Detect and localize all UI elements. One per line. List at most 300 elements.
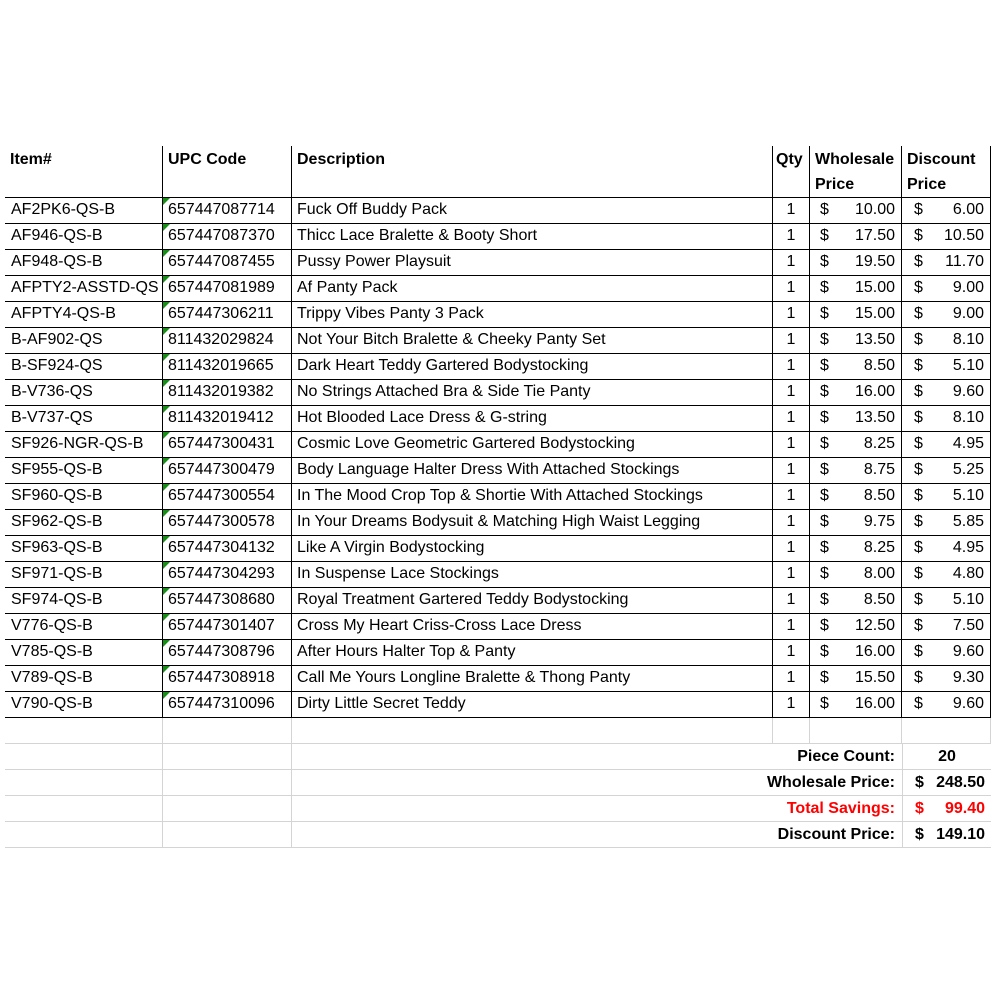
cell-item-number: AFPTY2-ASSTD-QS [5, 276, 163, 301]
cell-wholesale-price [810, 354, 902, 379]
cell-wholesale-price [810, 302, 902, 327]
wholesale-amount: 15.00 [854, 305, 895, 322]
cell-qty: 1 [773, 328, 810, 353]
wholesale-amount: 8.75 [863, 461, 895, 478]
currency-symbol: $ [820, 253, 829, 270]
upc-text: 657447300479 [168, 461, 275, 478]
currency-symbol: $ [914, 409, 923, 426]
cell-upc-code [163, 458, 292, 483]
wholesale-amount: 16.00 [854, 643, 895, 660]
cell-discount-price [902, 666, 991, 691]
upc-text: 657447306211 [168, 305, 274, 322]
upc-text: 657447308918 [168, 669, 275, 686]
cell-upc-code [163, 354, 292, 379]
wholesale-amount: 19.50 [854, 253, 895, 270]
currency-symbol: $ [820, 201, 829, 218]
currency-symbol: $ [820, 305, 829, 322]
cell-description: In Suspense Lace Stockings [292, 562, 773, 587]
table-row [5, 484, 991, 510]
cell-item-number: B-SF924-QS [5, 354, 163, 379]
cell-discount-price [902, 276, 991, 301]
cell-discount-price [902, 640, 991, 665]
currency-symbol: $ [820, 435, 829, 452]
wholesale-amount: 8.25 [863, 539, 895, 556]
wholesale-amount: 17.50 [854, 227, 895, 244]
currency-symbol: $ [915, 774, 924, 791]
cell-item-number: SF963-QS-B [5, 536, 163, 561]
upc-text: 657447081989 [168, 279, 275, 296]
currency-symbol: $ [914, 591, 923, 608]
number-stored-as-text-flag-icon [163, 536, 170, 543]
wholesale-amount: 8.50 [863, 357, 895, 374]
cell-item-number: AF946-QS-B [5, 224, 163, 249]
cell-description: After Hours Halter Top & Panty [292, 640, 773, 665]
cell-discount-price [902, 614, 991, 639]
currency-symbol: $ [915, 826, 924, 843]
discount-amount: 8.10 [952, 409, 984, 426]
wholesale-amount: 15.00 [854, 279, 895, 296]
wholesale-amount: 8.50 [863, 487, 895, 504]
cell-wholesale-price [810, 380, 902, 405]
number-stored-as-text-flag-icon [163, 640, 170, 647]
discount-amount: 9.30 [952, 669, 984, 686]
number-stored-as-text-flag-icon [163, 354, 170, 361]
discount-amount: 8.10 [952, 331, 984, 348]
cell-upc-code [163, 328, 292, 353]
currency-symbol: $ [820, 513, 829, 530]
upc-text: 657447308796 [168, 643, 275, 660]
summary-spacer-cell [163, 796, 292, 822]
table-row [5, 432, 991, 458]
currency-symbol: $ [914, 617, 923, 634]
currency-symbol: $ [820, 565, 829, 582]
summary-row [5, 770, 991, 796]
summary-spacer-cell [5, 822, 163, 848]
cell-qty: 1 [773, 536, 810, 561]
wholesale-amount: 9.75 [863, 513, 895, 530]
summary-value: 20 [902, 744, 991, 770]
currency-symbol: $ [915, 800, 924, 817]
cell-wholesale-price [810, 640, 902, 665]
discount-amount: 9.00 [952, 305, 984, 322]
table-row [5, 276, 991, 302]
currency-symbol: $ [914, 331, 923, 348]
cell-description: Hot Blooded Lace Dress & G-string [292, 406, 773, 431]
cell-description: Af Panty Pack [292, 276, 773, 301]
cell-upc-code [163, 250, 292, 275]
discount-amount: 6.00 [952, 201, 984, 218]
cell-item-number: AF948-QS-B [5, 250, 163, 275]
wholesale-amount: 16.00 [854, 695, 895, 712]
table-row [5, 614, 991, 640]
cell-item-number: SF926-NGR-QS-B [5, 432, 163, 457]
cell-wholesale-price [810, 536, 902, 561]
table-row [5, 562, 991, 588]
currency-symbol: $ [820, 669, 829, 686]
upc-text: 657447300431 [168, 435, 275, 452]
cell-item-number: AFPTY4-QS-B [5, 302, 163, 327]
discount-amount: 9.60 [952, 695, 984, 712]
summary-label: Total Savings: [292, 796, 902, 822]
discount-amount: 9.60 [952, 643, 984, 660]
cell-upc-code [163, 276, 292, 301]
cell-qty: 1 [773, 640, 810, 665]
header-discount-price: Discount Price [902, 146, 991, 197]
number-stored-as-text-flag-icon [163, 250, 170, 257]
currency-symbol: $ [914, 565, 923, 582]
cell-wholesale-price [810, 276, 902, 301]
summary-value [902, 822, 991, 848]
wholesale-amount: 16.00 [854, 383, 895, 400]
summary-row [5, 822, 991, 848]
summary-label: Piece Count: [292, 744, 902, 770]
number-stored-as-text-flag-icon [163, 666, 170, 673]
cell-discount-price [902, 380, 991, 405]
cell-discount-price [902, 510, 991, 535]
discount-amount: 5.10 [952, 357, 984, 374]
cell-description: Royal Treatment Gartered Teddy Bodystocking [292, 588, 773, 613]
number-stored-as-text-flag-icon [163, 432, 170, 439]
currency-symbol: $ [914, 461, 923, 478]
cell-wholesale-price [810, 432, 902, 457]
wholesale-amount: 13.50 [854, 409, 895, 426]
upc-text: 657447087455 [168, 253, 275, 270]
cell-discount-price [902, 328, 991, 353]
currency-symbol: $ [820, 227, 829, 244]
cell-qty: 1 [773, 484, 810, 509]
cell-qty: 1 [773, 432, 810, 457]
discount-amount: 11.70 [945, 253, 984, 270]
cell-qty: 1 [773, 380, 810, 405]
cell-item-number: SF960-QS-B [5, 484, 163, 509]
cell-item-number: V789-QS-B [5, 666, 163, 691]
currency-symbol: $ [914, 643, 923, 660]
cell-upc-code [163, 380, 292, 405]
cell-discount-price [902, 354, 991, 379]
cell-discount-price [902, 484, 991, 509]
table-row [5, 250, 991, 276]
currency-symbol: $ [914, 383, 923, 400]
cell-upc-code [163, 198, 292, 223]
cell-wholesale-price [810, 562, 902, 587]
upc-text: 811432019412 [168, 409, 274, 426]
cell-description: Dark Heart Teddy Gartered Bodystocking [292, 354, 773, 379]
header-wholesale-price: Wholesale Price [810, 146, 902, 197]
table-row [5, 510, 991, 536]
upc-text: 657447301407 [168, 617, 275, 634]
cell-upc-code [163, 432, 292, 457]
currency-symbol: $ [820, 383, 829, 400]
currency-symbol: $ [914, 695, 923, 712]
cell-wholesale-price [810, 588, 902, 613]
cell-wholesale-price [810, 458, 902, 483]
summary-label: Discount Price: [292, 822, 902, 848]
cell-description: Dirty Little Secret Teddy [292, 692, 773, 717]
wholesale-amount: 13.50 [854, 331, 895, 348]
currency-symbol: $ [820, 487, 829, 504]
cell-item-number: V776-QS-B [5, 614, 163, 639]
cell-qty: 1 [773, 198, 810, 223]
empty-cell [5, 718, 163, 744]
cell-discount-price [902, 302, 991, 327]
upc-text: 657447300554 [168, 487, 275, 504]
cell-upc-code [163, 562, 292, 587]
header-upc-code: UPC Code [163, 146, 292, 197]
cell-discount-price [902, 458, 991, 483]
wholesale-amount: 10.00 [854, 201, 895, 218]
cell-item-number: SF974-QS-B [5, 588, 163, 613]
discount-amount: 5.10 [952, 487, 984, 504]
cell-upc-code [163, 588, 292, 613]
summary-value [902, 796, 991, 822]
cell-item-number: SF955-QS-B [5, 458, 163, 483]
cell-qty: 1 [773, 692, 810, 717]
cell-item-number: B-V736-QS [5, 380, 163, 405]
wholesale-amount: 15.50 [854, 669, 895, 686]
summary-spacer-cell [5, 770, 163, 796]
cell-description: Pussy Power Playsuit [292, 250, 773, 275]
header-item-number: Item# [5, 146, 163, 197]
table-row [5, 224, 991, 250]
cell-upc-code [163, 640, 292, 665]
cell-qty: 1 [773, 250, 810, 275]
cell-description: Thicc Lace Bralette & Booty Short [292, 224, 773, 249]
cell-qty: 1 [773, 562, 810, 587]
wholesale-amount: 8.50 [863, 591, 895, 608]
cell-wholesale-price [810, 198, 902, 223]
cell-item-number: B-AF902-QS [5, 328, 163, 353]
empty-cell [163, 718, 292, 744]
table-row [5, 588, 991, 614]
currency-symbol: $ [820, 695, 829, 712]
header-qty: Qty [773, 146, 810, 197]
summary-spacer-cell [163, 822, 292, 848]
empty-cell [292, 718, 773, 744]
upc-text: 657447308680 [168, 591, 275, 608]
empty-cell [773, 718, 810, 744]
cell-qty: 1 [773, 666, 810, 691]
cell-description: Call Me Yours Longline Bralette & Thong Panty [292, 666, 773, 691]
cell-upc-code [163, 406, 292, 431]
discount-amount: 4.95 [952, 435, 984, 452]
cell-wholesale-price [810, 224, 902, 249]
cell-item-number: B-V737-QS [5, 406, 163, 431]
summary-amount: 248.50 [936, 774, 985, 791]
table-row [5, 458, 991, 484]
cell-qty: 1 [773, 224, 810, 249]
cell-qty: 1 [773, 406, 810, 431]
currency-symbol: $ [820, 591, 829, 608]
discount-amount: 9.00 [952, 279, 984, 296]
summary-spacer-cell [5, 744, 163, 770]
table-row [5, 536, 991, 562]
cell-wholesale-price [810, 250, 902, 275]
currency-symbol: $ [914, 357, 923, 374]
number-stored-as-text-flag-icon [163, 614, 170, 621]
cell-upc-code [163, 692, 292, 717]
currency-symbol: $ [820, 331, 829, 348]
currency-symbol: $ [820, 539, 829, 556]
cell-qty: 1 [773, 354, 810, 379]
cell-upc-code [163, 302, 292, 327]
table-row [5, 380, 991, 406]
cell-upc-code [163, 536, 292, 561]
cell-upc-code [163, 224, 292, 249]
table-row [5, 666, 991, 692]
summary-row [5, 796, 991, 822]
cell-description: Body Language Halter Dress With Attached Stockings [292, 458, 773, 483]
cell-discount-price [902, 250, 991, 275]
cell-wholesale-price [810, 328, 902, 353]
currency-symbol: $ [914, 435, 923, 452]
cell-qty: 1 [773, 614, 810, 639]
number-stored-as-text-flag-icon [163, 458, 170, 465]
cell-description: Cosmic Love Geometric Gartered Bodystocking [292, 432, 773, 457]
cell-upc-code [163, 484, 292, 509]
cell-description: In Your Dreams Bodysuit & Matching High Waist Legging [292, 510, 773, 535]
summary-value [902, 770, 991, 796]
cell-wholesale-price [810, 406, 902, 431]
cell-description: Like A Virgin Bodystocking [292, 536, 773, 561]
currency-symbol: $ [820, 279, 829, 296]
cell-discount-price [902, 588, 991, 613]
upc-text: 657447304132 [168, 539, 275, 556]
cell-discount-price [902, 432, 991, 457]
currency-symbol: $ [820, 409, 829, 426]
number-stored-as-text-flag-icon [163, 302, 170, 309]
summary-spacer-cell [5, 796, 163, 822]
cell-discount-price [902, 562, 991, 587]
upc-text: 811432029824 [168, 331, 274, 348]
cell-discount-price [902, 536, 991, 561]
cell-wholesale-price [810, 666, 902, 691]
cell-wholesale-price [810, 692, 902, 717]
table-row [5, 328, 991, 354]
cell-description: Trippy Vibes Panty 3 Pack [292, 302, 773, 327]
table-row [5, 198, 991, 224]
discount-amount: 7.50 [952, 617, 984, 634]
cell-qty: 1 [773, 276, 810, 301]
table-row [5, 692, 991, 718]
currency-symbol: $ [914, 513, 923, 530]
cell-wholesale-price [810, 614, 902, 639]
cell-qty: 1 [773, 588, 810, 613]
cell-discount-price [902, 224, 991, 249]
upc-text: 657447304293 [168, 565, 275, 582]
cell-item-number: V785-QS-B [5, 640, 163, 665]
currency-symbol: $ [914, 669, 923, 686]
currency-symbol: $ [914, 201, 923, 218]
number-stored-as-text-flag-icon [163, 198, 170, 205]
upc-text: 657447310096 [168, 695, 275, 712]
wholesale-amount: 8.25 [863, 435, 895, 452]
upc-text: 811432019382 [168, 383, 274, 400]
currency-symbol: $ [820, 643, 829, 660]
cell-item-number: AF2PK6-QS-B [5, 198, 163, 223]
cell-description: Not Your Bitch Bralette & Cheeky Panty Set [292, 328, 773, 353]
cell-qty: 1 [773, 510, 810, 535]
cell-description: Cross My Heart Criss-Cross Lace Dress [292, 614, 773, 639]
upc-text: 657447300578 [168, 513, 275, 530]
cell-discount-price [902, 692, 991, 717]
number-stored-as-text-flag-icon [163, 562, 170, 569]
table-header-row [5, 146, 991, 198]
discount-amount: 4.80 [952, 565, 984, 582]
summary-spacer-cell [163, 770, 292, 796]
table-row [5, 406, 991, 432]
wholesale-amount: 8.00 [863, 565, 895, 582]
empty-cell [810, 718, 902, 744]
upc-text: 657447087370 [168, 227, 275, 244]
product-table [5, 146, 991, 848]
number-stored-as-text-flag-icon [163, 224, 170, 231]
cell-upc-code [163, 666, 292, 691]
upc-text: 811432019665 [168, 357, 274, 374]
discount-amount: 5.25 [952, 461, 984, 478]
wholesale-amount: 12.50 [854, 617, 895, 634]
cell-item-number: V790-QS-B [5, 692, 163, 717]
currency-symbol: $ [820, 617, 829, 634]
cell-description: In The Mood Crop Top & Shortie With Attached Stockings [292, 484, 773, 509]
currency-symbol: $ [914, 253, 923, 270]
summary-label: Wholesale Price: [292, 770, 902, 796]
cell-item-number: SF962-QS-B [5, 510, 163, 535]
cell-discount-price [902, 406, 991, 431]
discount-amount: 5.10 [952, 591, 984, 608]
currency-symbol: $ [914, 305, 923, 322]
number-stored-as-text-flag-icon [163, 692, 170, 699]
cell-description: No Strings Attached Bra & Side Tie Panty [292, 380, 773, 405]
cell-discount-price [902, 198, 991, 223]
summary-amount: 99.40 [944, 800, 985, 817]
cell-qty: 1 [773, 458, 810, 483]
cell-description: Fuck Off Buddy Pack [292, 198, 773, 223]
cell-upc-code [163, 510, 292, 535]
currency-symbol: $ [914, 487, 923, 504]
number-stored-as-text-flag-icon [163, 276, 170, 283]
currency-symbol: $ [914, 539, 923, 556]
discount-amount: 5.85 [952, 513, 984, 530]
summary-spacer-cell [163, 744, 292, 770]
cell-wholesale-price [810, 510, 902, 535]
cell-upc-code [163, 614, 292, 639]
number-stored-as-text-flag-icon [163, 328, 170, 335]
currency-symbol: $ [820, 461, 829, 478]
discount-amount: 9.60 [952, 383, 984, 400]
number-stored-as-text-flag-icon [163, 510, 170, 517]
empty-row [5, 718, 991, 744]
header-description: Description [292, 146, 773, 197]
number-stored-as-text-flag-icon [163, 406, 170, 413]
table-body [5, 198, 991, 718]
discount-amount: 4.95 [952, 539, 984, 556]
cell-item-number: SF971-QS-B [5, 562, 163, 587]
currency-symbol: $ [914, 227, 923, 244]
cell-qty: 1 [773, 302, 810, 327]
table-row [5, 640, 991, 666]
cell-wholesale-price [810, 484, 902, 509]
discount-amount: 10.50 [943, 227, 984, 244]
table-row [5, 354, 991, 380]
summary-amount: 149.10 [936, 826, 985, 843]
number-stored-as-text-flag-icon [163, 380, 170, 387]
upc-text: 657447087714 [168, 201, 275, 218]
empty-cell [902, 718, 991, 744]
table-row [5, 302, 991, 328]
number-stored-as-text-flag-icon [163, 588, 170, 595]
currency-symbol: $ [914, 279, 923, 296]
number-stored-as-text-flag-icon [163, 484, 170, 491]
